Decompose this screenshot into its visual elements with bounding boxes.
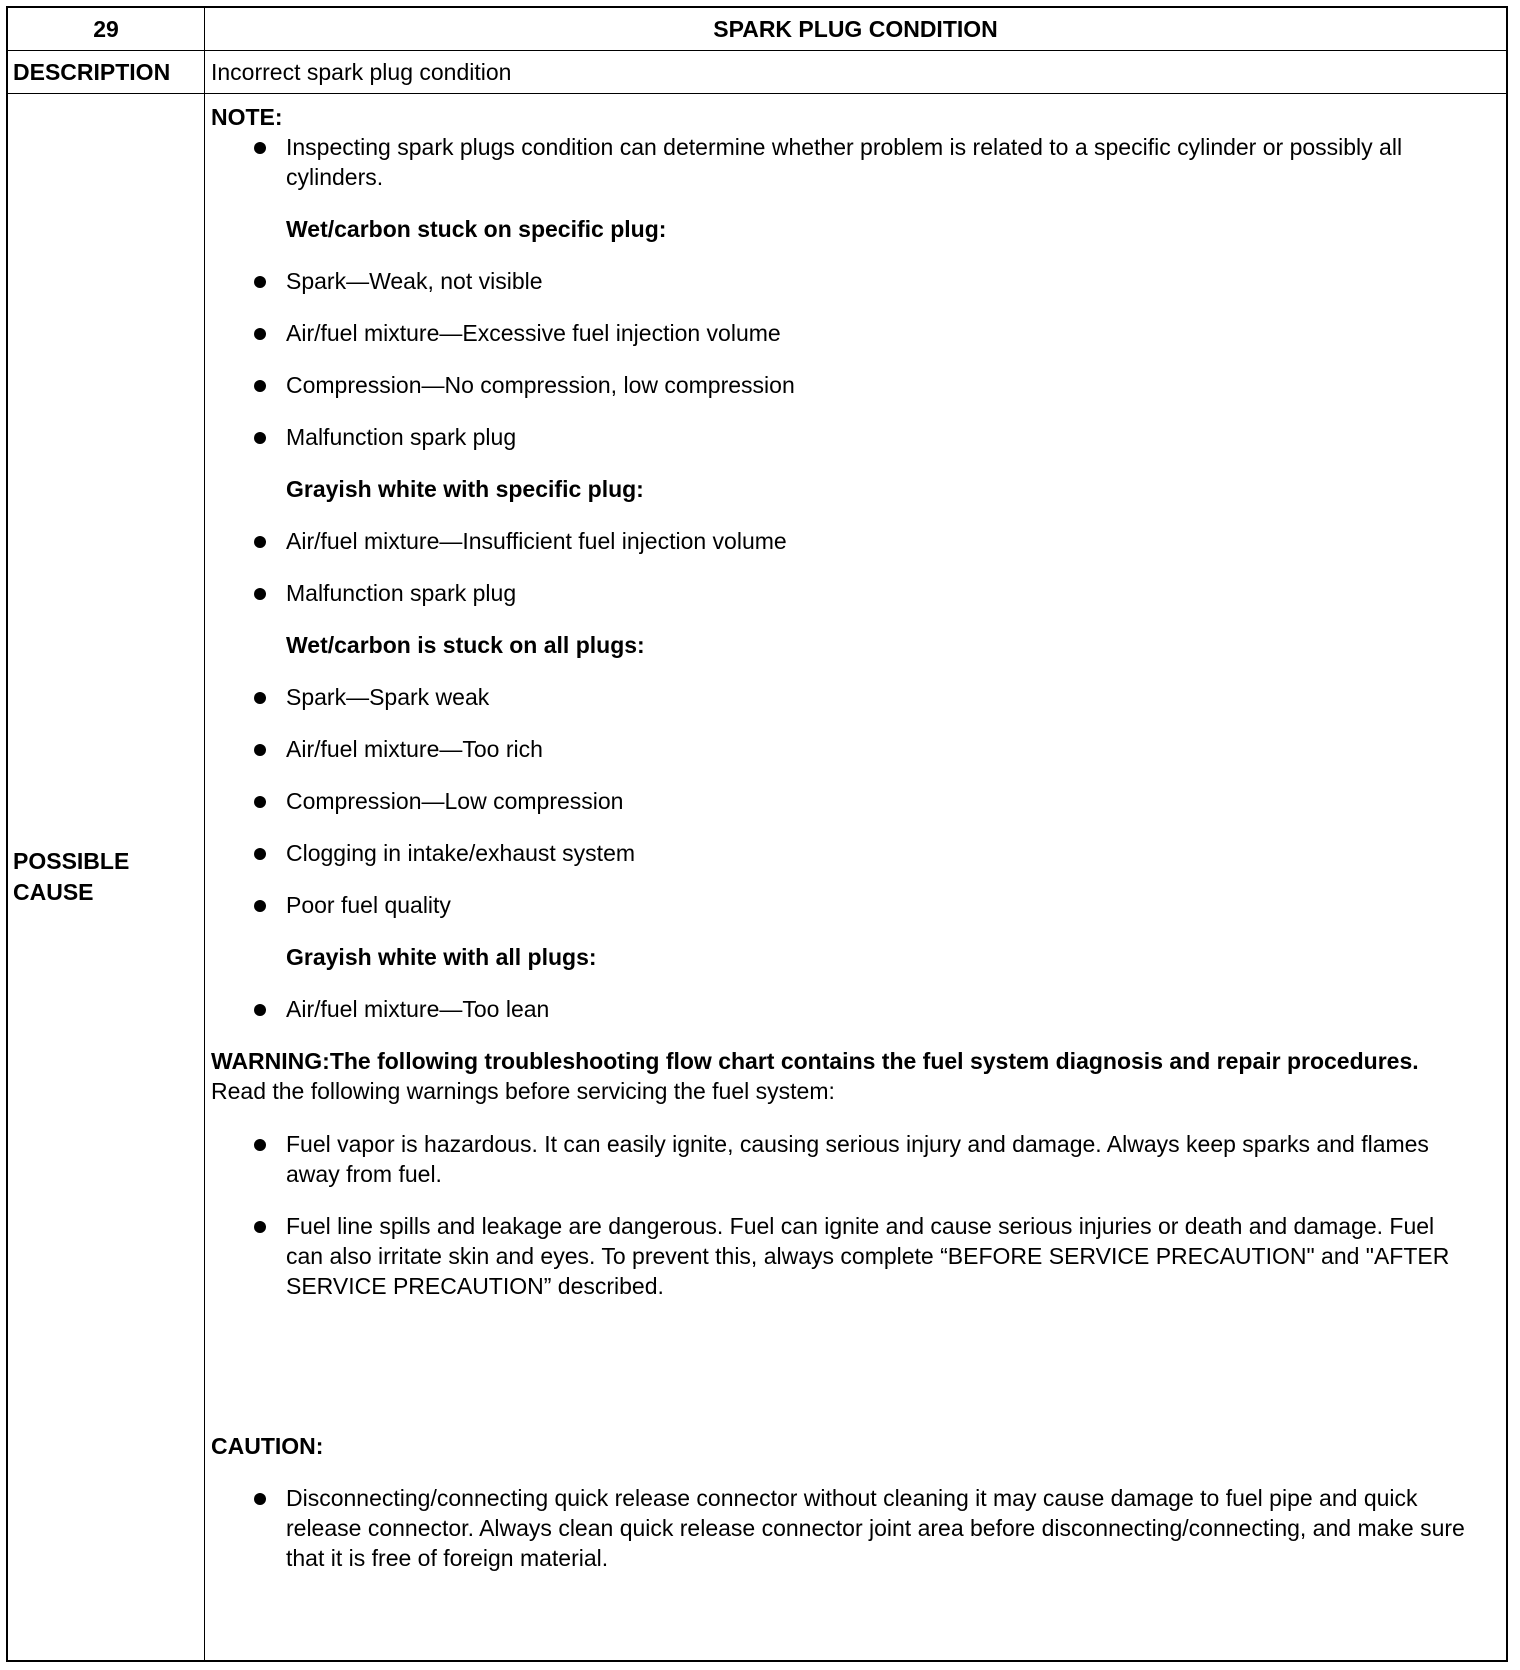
list-item — [211, 578, 1470, 608]
group-title: Wet/carbon stuck on specific plug: — [286, 216, 667, 242]
list-item — [211, 994, 1470, 1024]
group-list — [211, 994, 1470, 1024]
bullet-icon — [254, 328, 266, 340]
list-item-text: Poor fuel quality — [286, 892, 451, 918]
list-item — [211, 370, 1470, 400]
group-title: Grayish white with specific plug: — [286, 476, 644, 502]
list-item-text: Spark—Weak, not visible — [286, 268, 543, 294]
bullet-icon — [254, 380, 266, 392]
bullet-icon — [254, 848, 266, 860]
list-item — [211, 682, 1470, 712]
list-item — [211, 838, 1470, 868]
bullet-icon — [254, 1221, 266, 1233]
bullet-icon — [254, 796, 266, 808]
list-item — [211, 422, 1470, 452]
possible-cause-label-line1: POSSIBLE — [13, 848, 130, 874]
group-list — [211, 526, 1470, 608]
list-item-text: Fuel line spills and leakage are dangerous. Fuel can ignite and cause serious injuries or death and damage. Fuel can also irritate skin and eyes. To prevent this, always complete “BEFORE SERVICE PRECAUTION" and "AFTER SERVICE PRECAUTION” described. — [286, 1213, 1450, 1299]
note-intro-text: Inspecting spark plugs condition can determine whether problem is related to a specific cylinder or possibly all cylinders. — [286, 134, 1403, 190]
list-item-text: Fuel vapor is hazardous. It can easily ignite, causing serious injury and damage. Always keep sparks and flames away from fuel. — [286, 1131, 1429, 1187]
list-item-text: Compression—Low compression — [286, 788, 624, 814]
bullet-icon — [254, 536, 266, 548]
note-heading: NOTE: — [211, 104, 283, 130]
list-item-text: Spark—Spark weak — [286, 684, 490, 710]
list-item — [211, 132, 1470, 192]
list-item-text: Compression—No compression, low compression — [286, 372, 795, 398]
list-item-text: Malfunction spark plug — [286, 580, 517, 606]
list-item-text: Malfunction spark plug — [286, 424, 517, 450]
bullet-icon — [254, 1139, 266, 1151]
list-item-text: Air/fuel mixture—Insufficient fuel injection volume — [286, 528, 787, 554]
bullet-icon — [254, 432, 266, 444]
list-item — [211, 266, 1470, 296]
description-text: Incorrect spark plug condition — [205, 51, 1506, 94]
possible-cause-label-line2: CAUSE — [13, 879, 94, 905]
step-title: SPARK PLUG CONDITION — [205, 8, 1506, 51]
warning-list — [211, 1129, 1470, 1301]
list-item-text: Disconnecting/connecting quick release connector without cleaning it may cause damage to fuel pipe and quick release connector. Always clean quick release connector joint area before disconnecting/connecting, and make sure that it is free of foreign material. — [286, 1485, 1465, 1571]
note-intro-list — [211, 132, 1470, 192]
list-item-text: Air/fuel mixture—Too rich — [286, 736, 543, 762]
caution-list — [211, 1483, 1470, 1573]
list-item — [211, 786, 1470, 816]
possible-cause-body — [205, 94, 1506, 1660]
bullet-icon — [254, 744, 266, 756]
bullet-icon — [254, 1493, 266, 1505]
bullet-icon — [254, 142, 266, 154]
list-item — [211, 734, 1470, 764]
caution-heading: CAUTION: — [211, 1433, 324, 1459]
warning-text: Read the following warnings before servicing the fuel system: — [211, 1078, 835, 1104]
diagnostic-table — [6, 6, 1508, 1662]
list-item — [211, 1129, 1470, 1189]
step-number: 29 — [8, 8, 205, 51]
list-item — [211, 1483, 1470, 1573]
bullet-icon — [254, 692, 266, 704]
warning-paragraph — [211, 1046, 1470, 1106]
bullet-icon — [254, 276, 266, 288]
description-label: DESCRIPTION — [8, 51, 205, 94]
bullet-icon — [254, 1004, 266, 1016]
bullet-icon — [254, 900, 266, 912]
list-item — [211, 318, 1470, 348]
group-list — [211, 266, 1470, 452]
list-item — [211, 1211, 1470, 1301]
list-item — [211, 526, 1470, 556]
list-item-text: Air/fuel mixture—Too lean — [286, 996, 550, 1022]
group-title: Wet/carbon is stuck on all plugs: — [286, 632, 645, 658]
group-title: Grayish white with all plugs: — [286, 944, 597, 970]
group-list — [211, 682, 1470, 920]
bullet-icon — [254, 588, 266, 600]
possible-cause-label — [8, 94, 205, 1660]
list-item-text: Clogging in intake/exhaust system — [286, 840, 636, 866]
list-item-text: Air/fuel mixture—Excessive fuel injection volume — [286, 320, 781, 346]
warning-heading: WARNING:The following troubleshooting flow chart contains the fuel system diagnosis and repair procedures. — [211, 1048, 1419, 1074]
list-item — [211, 890, 1470, 920]
